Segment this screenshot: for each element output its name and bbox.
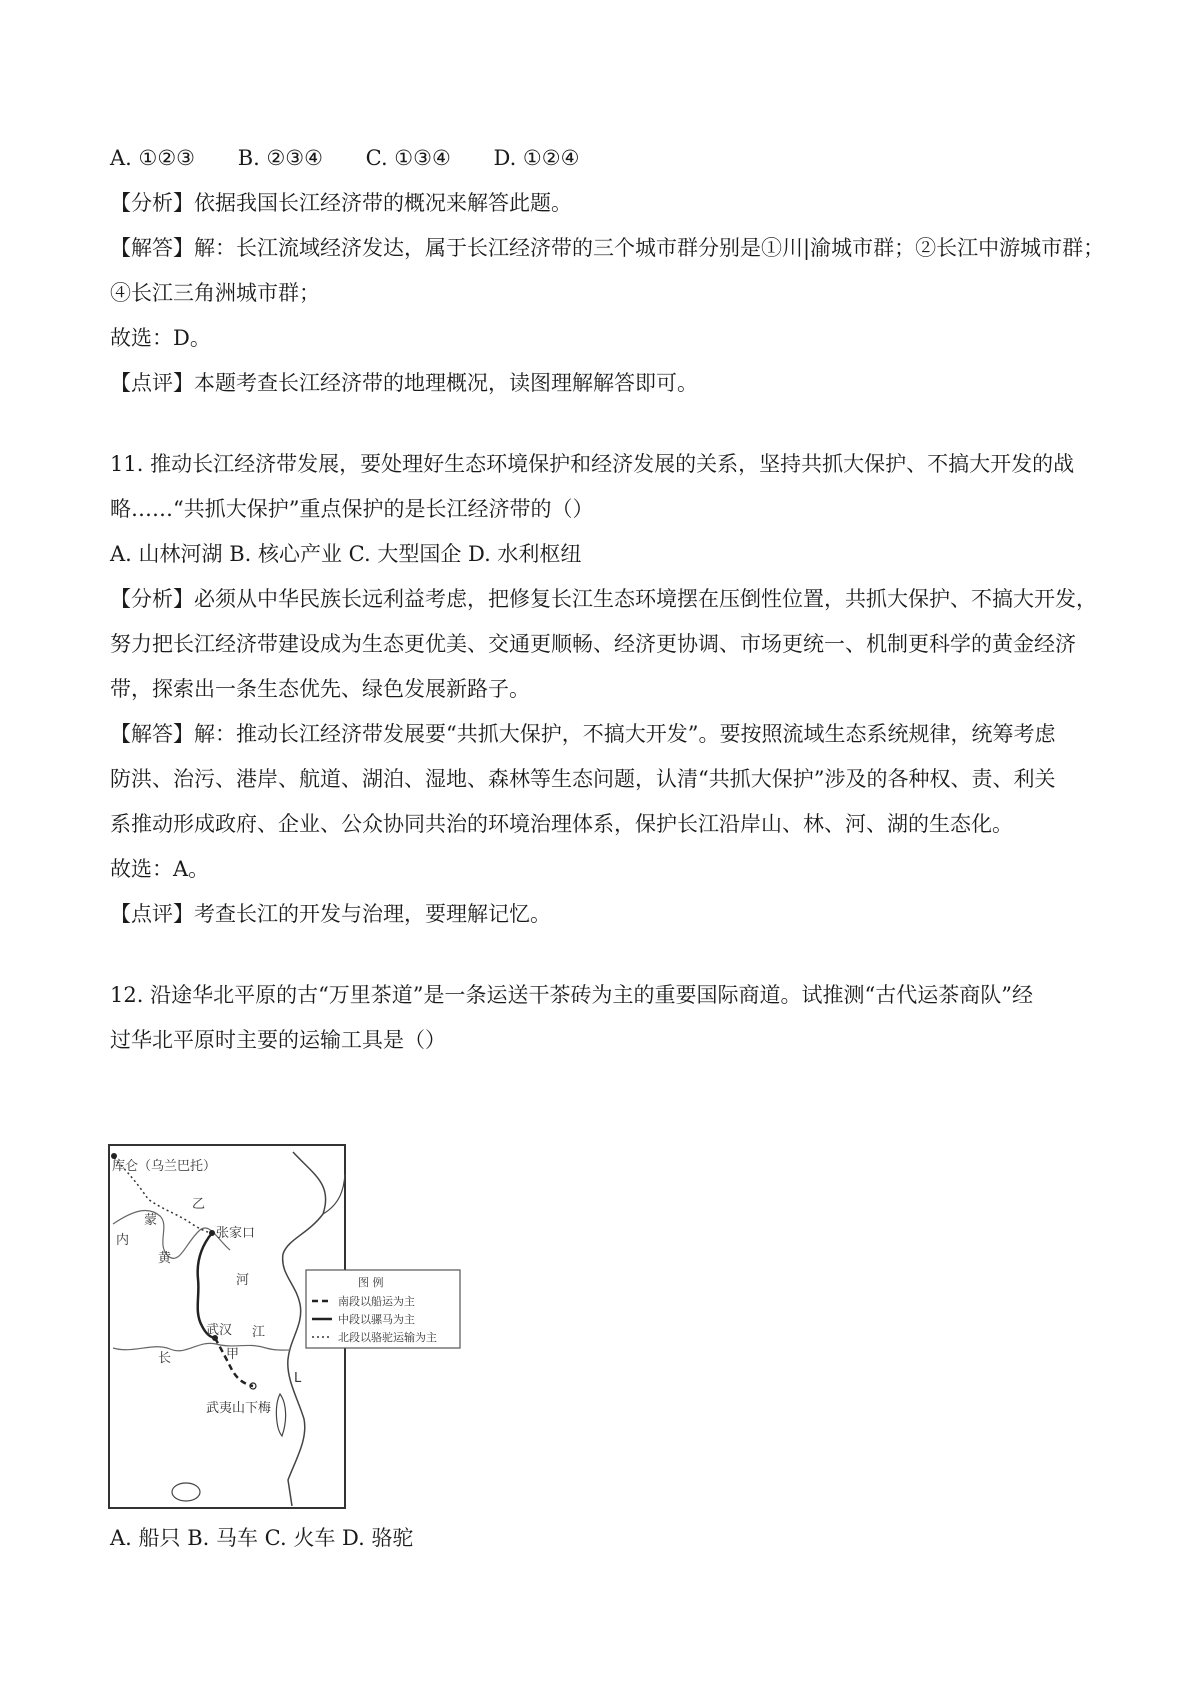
q11-stem-line-2: 略……“共抓大保护”重点保护的是长江经济带的（） (110, 497, 594, 521)
label-kulun: 库仑（乌兰巴托） (112, 1159, 217, 1174)
q11-comment: 【点评】考查长江的开发与治理，要理解记忆。 (110, 902, 551, 926)
q10-comment: 【点评】本题考查长江经济带的地理概况，读图理解解答即可。 (110, 371, 698, 395)
q11-options: A. 山林河湖 B. 核心产业 C. 大型国企 D. 水利枢纽 (110, 542, 582, 566)
q10-analysis: 【分析】依据我国长江经济带的概况来解答此题。 (110, 191, 572, 215)
label-jia: 甲 (226, 1347, 240, 1362)
q12-stem-line-1: 12. 沿途华北平原的古“万里茶道”是一条运送干茶砖为主的重要国际商道。试推测“古代运茶商队”经 (110, 983, 1034, 1007)
q11-answer-line-2: 防洪、治污、港岸、航道、湖泊、湿地、森林等生态问题，认清“共抓大保护”涉及的各种权、责、利关 (110, 767, 1056, 791)
q11-answer-line-3: 系推动形成政府、企业、公众协同共治的环境治理体系，保护长江沿岸山、林、河、湖的生态化。 (110, 812, 1013, 836)
legend-north: 北段以骆驼运输为主 (338, 1331, 437, 1344)
legend-title: 图 例 (358, 1276, 384, 1289)
label-huang: 黄 (158, 1251, 172, 1266)
q12-stem-line-2: 过华北平原时主要的运输工具是（） (110, 1028, 446, 1052)
label-jiang: 江 (252, 1325, 266, 1340)
q11-analysis-line-2: 努力把长江经济带建设成为生态更优美、交通更顺畅、经济更协调、市场更统一、机制更科学的黄金经济 (110, 632, 1076, 656)
q11-answer-line-1: 【解答】解：推动长江经济带发展要“共抓大保护，不搞大开发”。要按照流域生态系统规律，统筹考虑 (110, 722, 1056, 746)
q10-option-c: C. ①③④ (365, 146, 451, 170)
label-zhangjiakou: 张家口 (216, 1226, 256, 1241)
q10-answer-line-1: 【解答】解：长江流域经济发达，属于长江经济带的三个城市群分别是①川|渝城市群；②长江中游城市群； (110, 236, 1105, 260)
label-chang: 长 (158, 1351, 172, 1366)
tea-road-map-figure (108, 1144, 488, 1510)
map-legend (306, 1270, 460, 1348)
label-nei: 内 (116, 1233, 130, 1248)
q10-option-d: D. ①②④ (493, 146, 580, 170)
q10-option-a: A. ①②③ (110, 146, 195, 170)
tea-road-map (108, 1144, 488, 1510)
q11-analysis-line-1: 【分析】必须从中华民族长远利益考虑，把修复长江生态环境摆在压倒性位置，共抓大保护、不搞大开发， (110, 587, 1097, 611)
label-meng: 蒙 (144, 1213, 158, 1228)
q12-options: A. 船只 B. 马车 C. 火车 D. 骆驼 (110, 1526, 414, 1550)
legend-south: 南段以船运为主 (338, 1295, 415, 1308)
label-he: 河 (236, 1273, 250, 1288)
label-wuhan: 武汉 (206, 1323, 233, 1338)
label-yi: 乙 (192, 1197, 206, 1212)
q10-choice: 故选：D。 (110, 326, 211, 350)
zhangjiakou-dot (209, 1230, 215, 1236)
q11-analysis-line-3: 带，探索出一条生态优先、绿色发展新路子。 (110, 677, 530, 701)
label-mark-l: L (294, 1371, 302, 1386)
q11-stem-line-1: 11. 推动长江经济带发展，要处理好生态环境保护和经济发展的关系，坚持共抓大保护、不搞大开发的战 (110, 452, 1075, 476)
q10-answer-line-2: ④长江三角洲城市群； (110, 281, 320, 305)
q10-options (110, 143, 1100, 173)
q11-choice: 故选：A。 (110, 857, 210, 881)
label-wuyishan: 武夷山下梅 (206, 1401, 272, 1416)
q10-option-b: B. ②③④ (237, 146, 323, 170)
legend-middle: 中段以骡马为主 (338, 1313, 415, 1326)
